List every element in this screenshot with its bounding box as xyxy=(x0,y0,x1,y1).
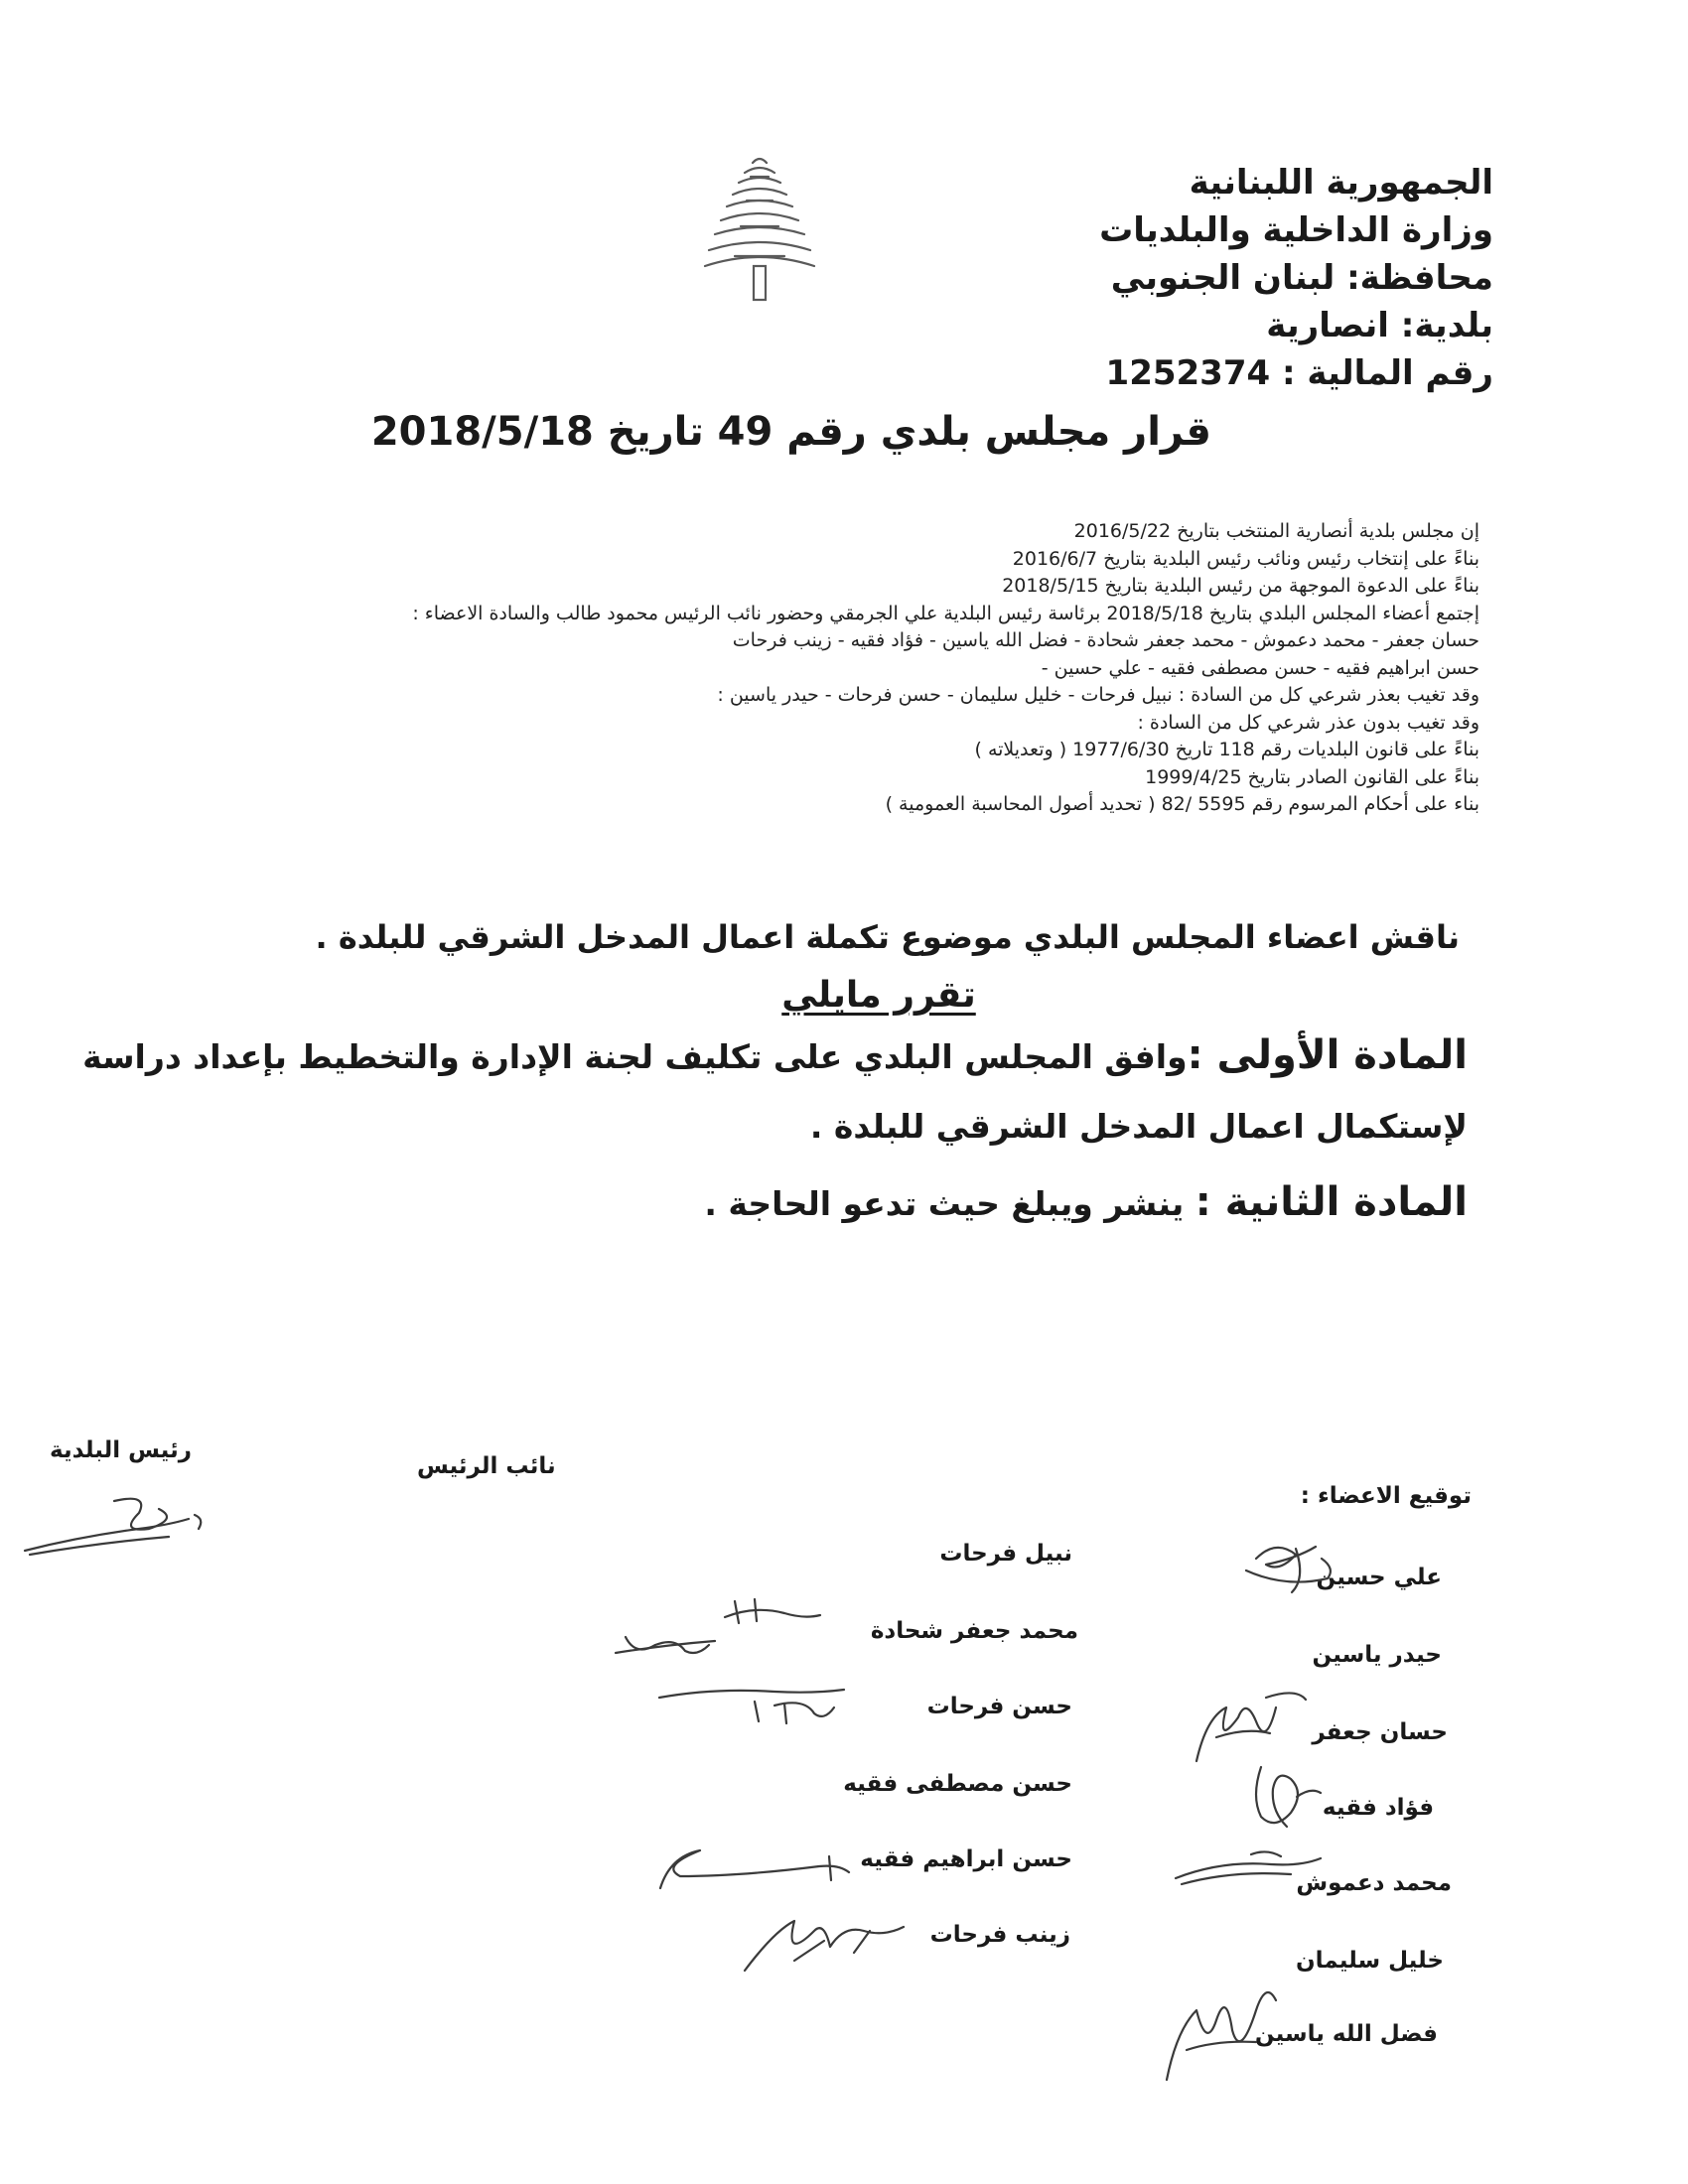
member-name: فؤاد فقيه xyxy=(1322,1795,1434,1821)
member-name: حسن فرحات xyxy=(926,1694,1072,1719)
article-2-label: المادة الثانية : xyxy=(1195,1179,1468,1225)
member-signature xyxy=(655,1678,854,1727)
preamble-line: وقد تغيب بدون عذر شرعي كل من السادة : xyxy=(1137,711,1479,734)
member-signature xyxy=(1157,1971,1296,2090)
member-name: نبيل فرحات xyxy=(939,1541,1072,1567)
mayor-signature xyxy=(20,1489,218,1559)
deputy-label: نائب الرئيس xyxy=(417,1453,556,1479)
member-name: علي حسين xyxy=(1316,1565,1442,1590)
cedar-tree-icon xyxy=(701,149,818,306)
article-1-label: المادة الأولى : xyxy=(1187,1032,1468,1078)
preamble-line: وقد تغيب بعذر شرعي كل من السادة : نبيل فرحات - خليل سليمان - حسن فرحات - حيدر ياسين : xyxy=(717,684,1479,706)
preamble-line: حسن ابراهيم فقيه - حسن مصطفى فقيه - علي حسين - xyxy=(1041,656,1479,679)
member-name: فضل الله ياسين xyxy=(1254,2021,1438,2047)
preamble-line: بناءً على القانون الصادر بتاريخ 1999/4/25 xyxy=(1145,765,1479,788)
preamble-line: بناء على أحكام المرسوم رقم 5595 /82 ( تحديد أصول المحاسبة العمومية ) xyxy=(885,793,1479,815)
member-signature xyxy=(1236,1529,1345,1598)
member-signature xyxy=(640,1837,869,1896)
member-signature xyxy=(735,1901,933,1980)
member-signature xyxy=(1231,1757,1331,1837)
member-name: محمد دعموش xyxy=(1296,1870,1452,1896)
member-name: محمد جعفر شحادة xyxy=(870,1618,1078,1644)
decided-heading: تقرر مايلي xyxy=(781,975,976,1016)
header-municipality: بلدية: انصارية xyxy=(1266,306,1493,345)
preamble-line: إجتمع أعضاء المجلس البلدي بتاريخ 2018/5/18 برئاسة رئيس البلدية علي الجرمقي وحضور نائب الرئيس محمود طالب والسادة الاعضاء : xyxy=(412,602,1479,624)
article-1 xyxy=(58,1021,1468,1161)
member-name: خليل سليمان xyxy=(1296,1948,1444,1974)
header-country: الجمهورية اللبنانية xyxy=(1189,163,1493,203)
discussion-text: ناقش اعضاء المجلس البلدي موضوع تكملة اعمال المدخل الشرقي للبلدة . xyxy=(315,918,1460,956)
header-ministry: وزارة الداخلية والبلديات xyxy=(1099,210,1493,250)
preamble-line: بناءً على الدعوة الموجهة من رئيس البلدية بتاريخ 2018/5/15 xyxy=(1002,575,1479,597)
member-name: حسن ابراهيم فقيه xyxy=(860,1846,1072,1872)
member-signature xyxy=(1187,1678,1316,1767)
header-governorate: محافظة: لبنان الجنوبي xyxy=(1110,258,1493,298)
member-name: حيدر ياسين xyxy=(1312,1642,1442,1668)
preamble-line: حسان جعفر - محمد دعموش - محمد جعفر شحادة - فضل الله ياسين - فؤاد فقيه - زينب فرحات xyxy=(732,629,1479,651)
preamble-line: إن مجلس بلدية أنصارية المنتخب بتاريخ 2016/5/22 xyxy=(1073,520,1479,542)
mayor-label: رئيس البلدية xyxy=(50,1437,192,1463)
article-2-text: ينشر ويبلغ حيث تدعو الحاجة . xyxy=(704,1184,1185,1223)
article-2 xyxy=(475,1179,1468,1225)
preamble-line: بناءً على إنتخاب رئيس ونائب رئيس البلدية بتاريخ 2016/6/7 xyxy=(1012,547,1479,570)
member-name: زينب فرحات xyxy=(929,1922,1070,1948)
article-1-text: وافق المجلس البلدي على تكليف لجنة الإدارة والتخطيط بإعداد دراسة لإستكمال اعمال المدخل الشرقي للبلدة . xyxy=(82,1037,1468,1146)
member-signature xyxy=(1172,1844,1331,1894)
preamble-line: بناءً على قانون البلديات رقم 118 تاريخ 1977/6/30 ( وتعديلاته ) xyxy=(974,739,1479,760)
header-finance-number: رقم المالية : 1252374 xyxy=(1105,353,1493,393)
member-name: حسان جعفر xyxy=(1312,1719,1448,1745)
members-label: توقيع الاعضاء : xyxy=(1300,1483,1472,1509)
preamble xyxy=(89,518,1479,819)
decision-title: قرار مجلس بلدي رقم 49 تاريخ 2018/5/18 xyxy=(370,409,1211,455)
member-name: حسن مصطفى فقيه xyxy=(843,1771,1072,1797)
member-signature xyxy=(606,1593,834,1673)
issuer-header xyxy=(937,159,1493,397)
